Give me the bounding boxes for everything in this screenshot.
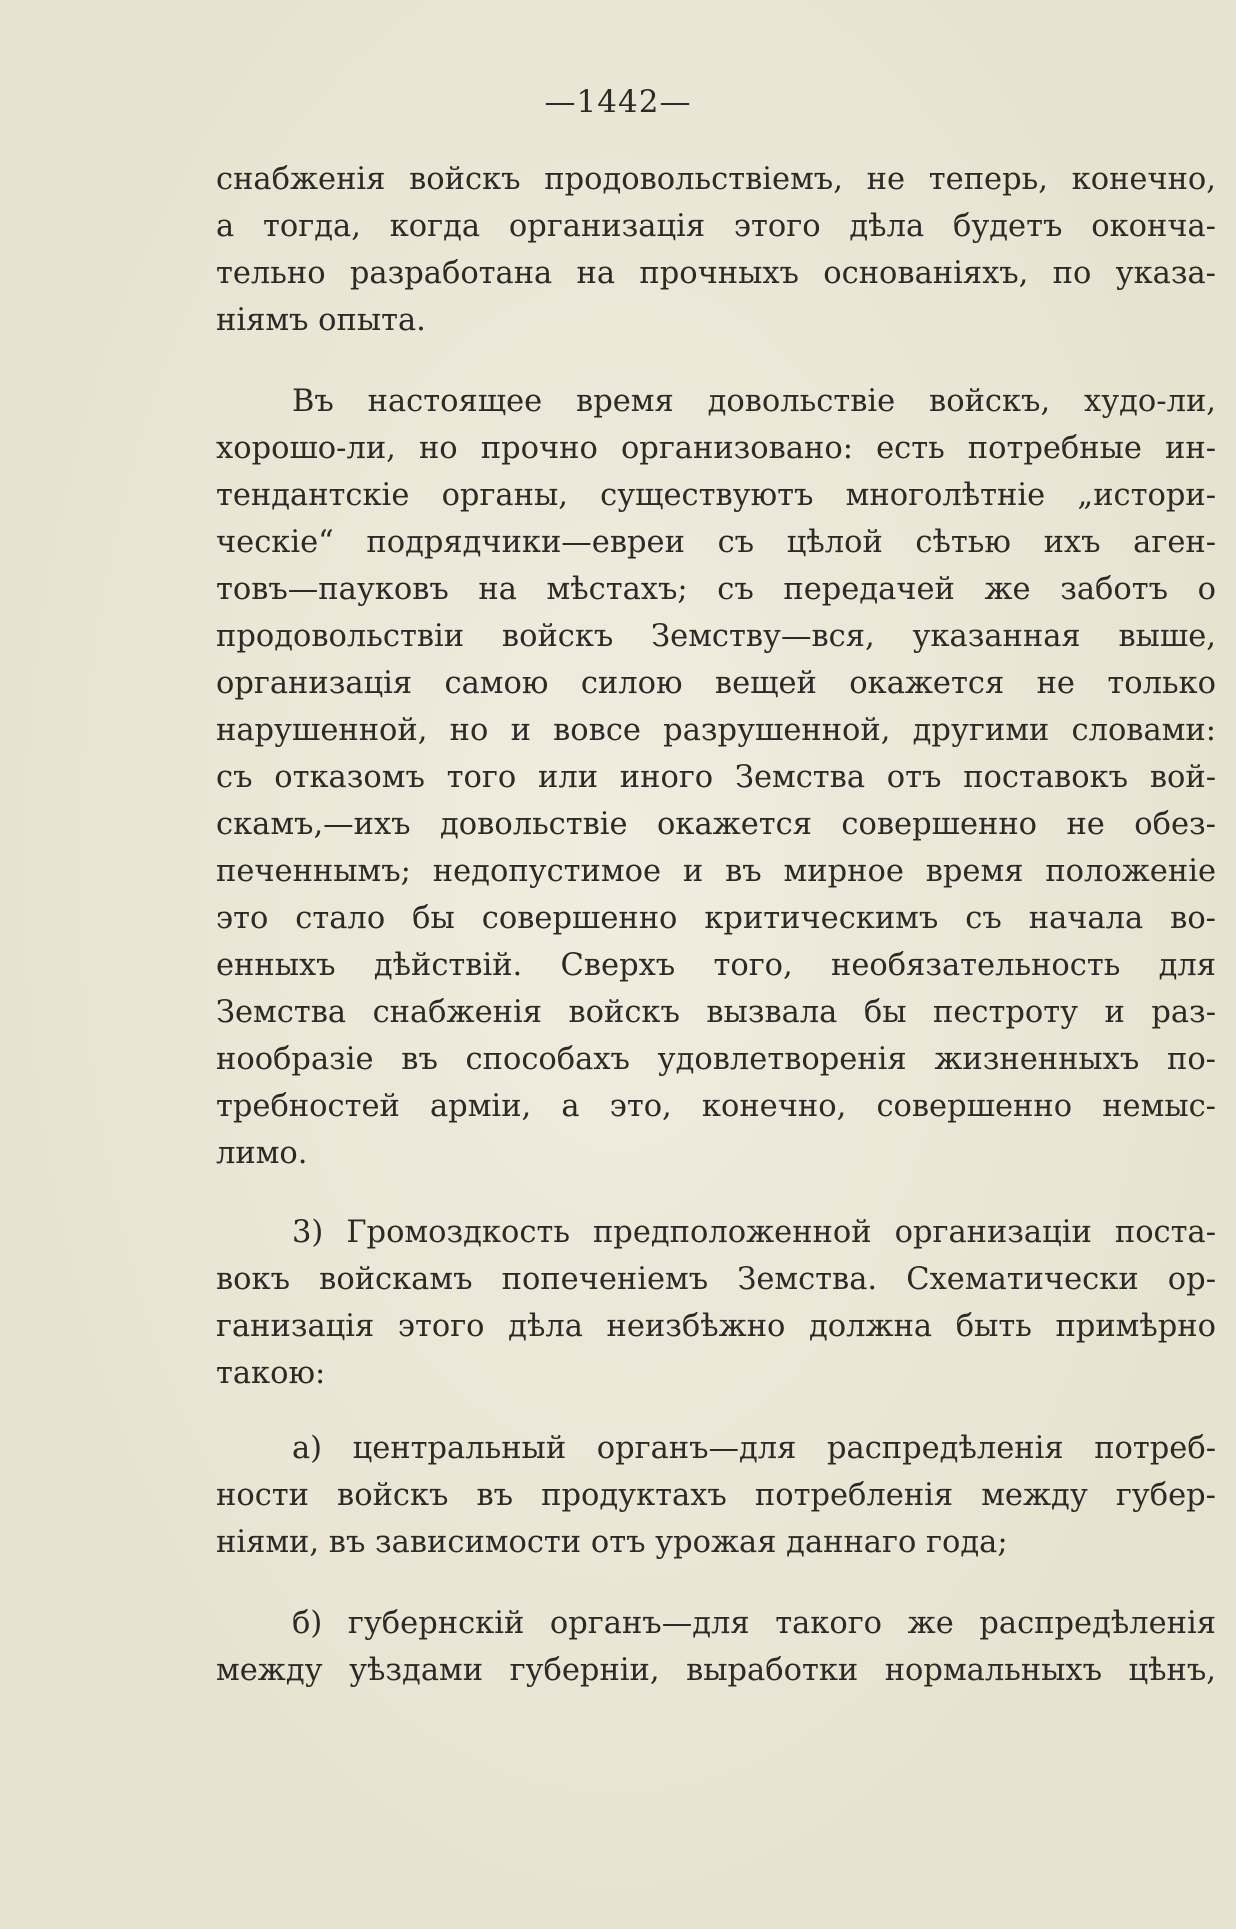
text-line: Земства снабженія войскъ вызвала бы пестроту и раз- <box>216 995 1216 1030</box>
text-line: а тогда, когда организація этого дѣла будетъ оконча- <box>216 209 1216 244</box>
text-line: ческіе“ подрядчики—евреи съ цѣлой сѣтью ихъ аген- <box>216 525 1216 560</box>
text-line: вокъ войскамъ попеченіемъ Земства. Схематически ор- <box>216 1262 1216 1297</box>
page-number: —1442— <box>544 84 692 120</box>
text-line: ніямъ опыта. <box>216 303 426 338</box>
paragraph-continuation <box>216 156 1216 344</box>
text-line: съ отказомъ того или иного Земства отъ поставокъ вой- <box>216 760 1216 795</box>
text-line: ности войскъ въ продуктахъ потребленія между губер- <box>216 1478 1216 1513</box>
text-line: печеннымъ; недопустимое и въ мирное время положеніе <box>216 854 1216 889</box>
text-line: нообразіе въ способахъ удовлетворенія жизненныхъ по- <box>216 1042 1216 1077</box>
text-line: такою: <box>216 1356 326 1391</box>
text-line: тендантскіе органы, существуютъ многолѣтніе „истори- <box>216 478 1216 513</box>
text-line: Въ настоящее время довольствіе войскъ, худо-ли, <box>292 384 1216 419</box>
text-line: продовольствіи войскъ Земству—вся, указанная выше, <box>216 619 1216 654</box>
text-line: тельно разработана на прочныхъ основаніяхъ, по указа- <box>216 256 1216 291</box>
text-line: скамъ,—ихъ довольствіе окажется совершенно не обез- <box>216 807 1216 842</box>
text-line: между уѣздами губерніи, выработки нормальныхъ цѣнъ, <box>216 1653 1216 1688</box>
text-line: хорошо-ли, но прочно организовано: есть потребные ин- <box>216 431 1216 466</box>
text-line: нарушенной, но и вовсе разрушенной, другими словами: <box>216 713 1216 748</box>
text-line: ганизація этого дѣла неизбѣжно должна быть примѣрно <box>216 1309 1216 1344</box>
paragraph-item-b <box>216 1600 1216 1694</box>
paragraph-item-a <box>216 1425 1216 1566</box>
paragraph-point-3 <box>216 1209 1216 1397</box>
text-line: организація самою силою вещей окажется не только <box>216 666 1216 701</box>
text-line: это стало бы совершенно критическимъ съ начала во- <box>216 901 1216 936</box>
paragraph-current-supply <box>216 378 1216 1177</box>
text-line: б) губернскій органъ—для такого же распредѣленія <box>292 1606 1216 1641</box>
text-line: товъ—пауковъ на мѣстахъ; съ передачей же заботъ о <box>216 572 1216 607</box>
text-line: требностей арміи, а это, конечно, совершенно немыс- <box>216 1089 1216 1124</box>
text-line: 3) Громоздкость предположенной организаціи поста- <box>292 1215 1216 1250</box>
text-line: енныхъ дѣйствій. Сверхъ того, необязательность для <box>216 948 1216 983</box>
text-line: снабженія войскъ продовольствіемъ, не теперь, конечно, <box>216 162 1216 197</box>
text-line: ніями, въ зависимости отъ урожая даннаго года; <box>216 1525 1008 1560</box>
text-line: а) центральный органъ—для распредѣленія потреб- <box>292 1431 1216 1466</box>
text-line: лимо. <box>216 1136 308 1171</box>
